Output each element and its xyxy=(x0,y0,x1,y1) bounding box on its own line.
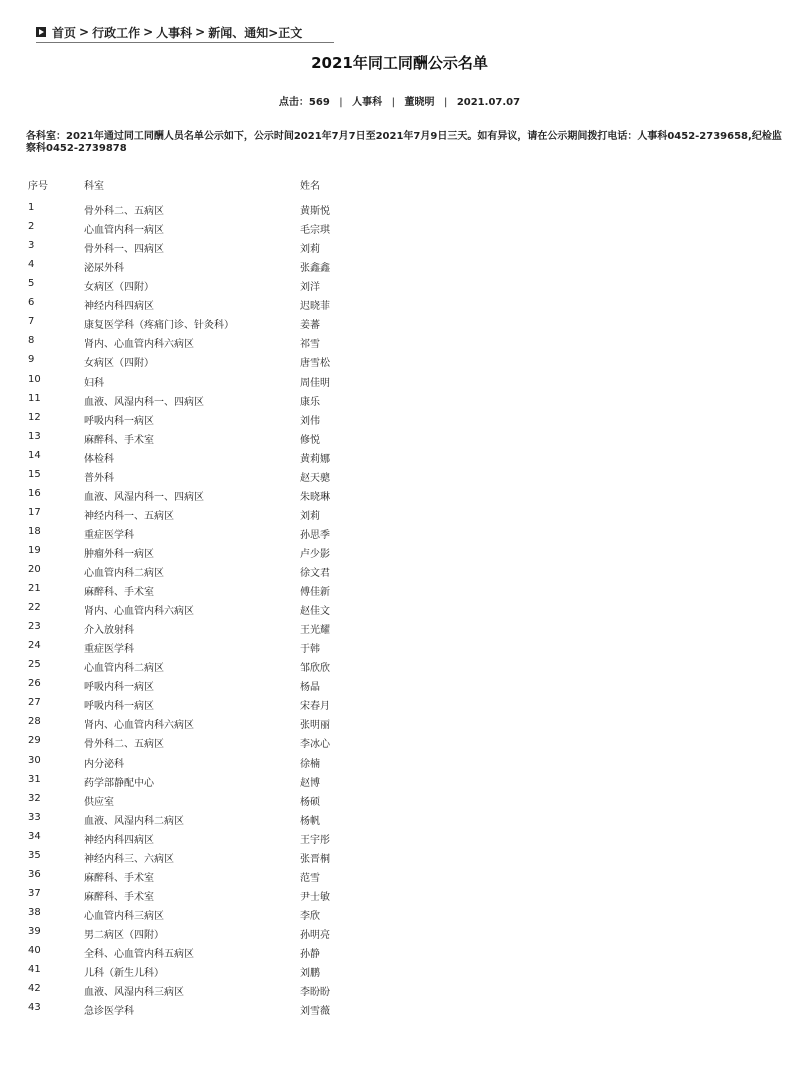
row-index: 40 xyxy=(28,945,41,956)
row-index: 30 xyxy=(28,754,41,766)
row-department: 药学部静配中心 xyxy=(84,777,154,789)
row-department: 骨外科一、四病区 xyxy=(84,244,164,256)
row-name: 刘莉 xyxy=(300,244,320,256)
table-row xyxy=(28,907,368,926)
row-name: 杨硕 xyxy=(300,796,320,808)
row-index: 15 xyxy=(28,468,41,480)
row-name: 毛宗琪 xyxy=(300,225,330,236)
row-index: 24 xyxy=(28,640,41,652)
row-index: 37 xyxy=(28,887,41,899)
row-index: 3 xyxy=(28,240,35,252)
row-department: 神经内科四病区 xyxy=(84,834,154,846)
meta-separator: | xyxy=(443,97,448,108)
row-index: 41 xyxy=(28,964,41,975)
row-name: 刘鹏 xyxy=(300,968,320,979)
row-index: 12 xyxy=(28,411,41,423)
table-row xyxy=(28,393,368,412)
row-department: 麻醉科、手术室 xyxy=(84,587,154,598)
table-row xyxy=(28,354,368,373)
play-icon xyxy=(36,27,46,37)
row-department: 康复医学科（疼痛门诊、针灸科） xyxy=(84,320,234,332)
breadcrumb-home-link[interactable]: 首页 xyxy=(52,25,77,40)
row-index: 22 xyxy=(28,602,41,614)
row-department: 内分泌科 xyxy=(84,758,124,770)
row-department: 呼吸内科一病区 xyxy=(84,415,154,427)
table-row xyxy=(28,812,368,831)
row-index: 29 xyxy=(28,735,41,747)
table-row xyxy=(28,755,368,774)
row-name: 孙静 xyxy=(300,949,320,960)
row-department: 供应室 xyxy=(84,796,114,808)
row-name: 刘洋 xyxy=(300,282,320,294)
row-name: 李欣 xyxy=(300,910,320,922)
row-department: 女病区（四附） xyxy=(84,358,154,370)
breadcrumb-news-link[interactable]: 新闻、通知>正文 xyxy=(208,25,303,40)
row-index: 14 xyxy=(28,449,41,461)
table-row xyxy=(28,202,368,221)
row-index: 18 xyxy=(28,525,41,537)
table-row xyxy=(28,678,368,697)
row-name: 范雪 xyxy=(300,872,320,884)
row-index: 19 xyxy=(28,544,41,556)
row-department: 女病区（四附） xyxy=(84,282,154,294)
breadcrumb xyxy=(36,22,334,43)
row-index: 7 xyxy=(28,316,35,328)
row-index: 35 xyxy=(28,849,41,861)
table-row xyxy=(28,526,368,545)
row-name: 康乐 xyxy=(300,396,320,408)
table-row xyxy=(28,316,368,335)
table-row xyxy=(28,945,368,964)
table-row xyxy=(28,926,368,945)
row-name: 刘莉 xyxy=(300,510,320,522)
row-name: 祁雪 xyxy=(300,339,320,351)
row-department: 妇科 xyxy=(84,377,104,389)
row-department: 神经内科四病区 xyxy=(84,301,154,313)
table-row xyxy=(28,831,368,850)
row-department: 血液、风湿内科一、四病区 xyxy=(84,396,204,408)
row-name: 刘雪薇 xyxy=(300,1006,330,1018)
table-row xyxy=(28,221,368,240)
row-department: 体检科 xyxy=(84,453,114,465)
row-index: 32 xyxy=(28,792,41,804)
row-index: 21 xyxy=(28,583,41,594)
notice-text: 各科室：2021年通过同工同酬人员名单公示如下，公示时间2021年7月7日至2021年7月9日三天。如有异议，请在公示期间拨打电话：人事科0452-2739658,纪检监察科0452-2739878 xyxy=(26,131,782,154)
table-row xyxy=(28,507,368,526)
breadcrumb-separator: > xyxy=(195,25,206,39)
row-index: 34 xyxy=(28,830,41,842)
row-index: 17 xyxy=(28,506,41,518)
table-row xyxy=(28,564,368,583)
row-name: 周佳明 xyxy=(300,377,330,389)
row-index: 1 xyxy=(28,202,35,213)
table-row xyxy=(28,278,368,297)
row-name: 赵佳文 xyxy=(300,606,330,618)
table-row xyxy=(28,374,368,393)
row-name: 孙思季 xyxy=(300,529,330,541)
table-row xyxy=(28,469,368,488)
row-department: 血液、风湿内科二病区 xyxy=(84,815,184,827)
breadcrumb-separator: > xyxy=(143,25,154,39)
table-row xyxy=(28,964,368,983)
meta-separator: | xyxy=(339,97,343,108)
row-name: 徐文君 xyxy=(300,567,330,579)
row-index: 42 xyxy=(28,983,41,995)
breadcrumb-separator: > xyxy=(79,25,90,39)
table-row xyxy=(28,888,368,907)
row-index: 27 xyxy=(28,697,41,709)
table-row xyxy=(28,545,368,564)
table-row xyxy=(28,869,368,888)
row-index: 31 xyxy=(28,773,41,785)
table-row xyxy=(28,1002,368,1021)
row-department: 心血管内科二病区 xyxy=(84,567,164,579)
row-name: 杨帆 xyxy=(300,815,320,827)
row-name: 张晋桐 xyxy=(300,853,330,865)
row-department: 全科、心血管内科五病区 xyxy=(84,949,194,960)
row-index: 4 xyxy=(28,259,35,271)
table-row xyxy=(28,621,368,640)
row-index: 5 xyxy=(28,278,35,290)
table-row xyxy=(28,431,368,450)
breadcrumb-hr-link[interactable]: 人事科 xyxy=(156,25,193,40)
row-department: 神经内科一、五病区 xyxy=(84,510,174,522)
row-name: 邹欣欣 xyxy=(300,663,330,675)
row-department: 泌尿外科 xyxy=(84,263,124,275)
row-department: 介入放射科 xyxy=(84,625,134,637)
row-department: 男二病区（四附） xyxy=(84,929,164,941)
publish-date: 2021.07.07 xyxy=(456,97,521,108)
row-name: 宋春月 xyxy=(300,701,330,713)
row-index: 20 xyxy=(28,563,41,575)
article-meta xyxy=(0,93,799,108)
row-department: 骨外科二、五病区 xyxy=(84,206,164,217)
row-name: 朱晓琳 xyxy=(300,491,330,503)
table-row xyxy=(28,640,368,659)
table-row xyxy=(28,983,368,1002)
row-name: 孙明亮 xyxy=(300,929,330,941)
row-name: 赵博 xyxy=(300,777,320,789)
row-name: 傅佳新 xyxy=(300,587,330,598)
row-department: 心血管内科三病区 xyxy=(84,910,164,922)
row-department: 麻醉科、手术室 xyxy=(84,891,154,903)
row-index: 10 xyxy=(28,373,41,385)
row-index: 9 xyxy=(28,354,35,366)
row-index: 16 xyxy=(28,487,41,499)
row-name: 王宇彤 xyxy=(300,834,330,846)
row-name: 李盼盼 xyxy=(300,987,330,999)
row-department: 重症医学科 xyxy=(84,529,134,541)
row-department: 重症医学科 xyxy=(84,644,134,656)
meta-separator: | xyxy=(391,97,395,108)
row-department: 儿科（新生儿科） xyxy=(84,968,164,979)
row-name: 赵天骢 xyxy=(300,472,330,484)
page-title: 2021年同工同酬公示名单 xyxy=(311,54,488,72)
row-department: 普外科 xyxy=(84,472,114,484)
row-index: 28 xyxy=(28,716,41,728)
table-row xyxy=(28,583,368,602)
row-index: 13 xyxy=(28,430,41,442)
row-department: 肾内、心血管内科六病区 xyxy=(84,720,194,732)
table-row xyxy=(28,659,368,678)
breadcrumb-admin-link[interactable]: 行政工作 xyxy=(92,25,141,40)
table-row xyxy=(28,716,368,735)
table-row xyxy=(28,240,368,259)
row-name: 徐楠 xyxy=(300,758,320,770)
row-index: 38 xyxy=(28,906,41,918)
table-row xyxy=(28,697,368,716)
table-row xyxy=(28,259,368,278)
table-row xyxy=(28,488,368,507)
row-index: 36 xyxy=(28,868,41,880)
row-department: 心血管内科二病区 xyxy=(84,663,164,675)
row-department: 血液、风湿内科一、四病区 xyxy=(84,491,204,503)
row-index: 8 xyxy=(28,335,35,347)
row-department: 肾内、心血管内科六病区 xyxy=(84,606,194,618)
row-department: 骨外科二、五病区 xyxy=(84,739,164,751)
row-index: 23 xyxy=(28,621,41,633)
row-name: 修悦 xyxy=(300,434,320,446)
row-index: 33 xyxy=(28,811,41,823)
row-department: 心血管内科一病区 xyxy=(84,225,164,236)
row-index: 11 xyxy=(28,392,41,404)
clicks-count: 569 xyxy=(308,97,330,108)
row-name: 刘伟 xyxy=(300,415,320,427)
row-name: 张明丽 xyxy=(300,720,330,732)
table-row xyxy=(28,412,368,431)
row-department: 急诊医学科 xyxy=(84,1006,134,1018)
row-department: 麻醉科、手术室 xyxy=(84,434,154,446)
table-row xyxy=(28,297,368,316)
row-department: 肿瘤外科一病区 xyxy=(84,548,154,560)
table-row xyxy=(28,850,368,869)
row-index: 6 xyxy=(28,297,35,309)
row-department: 神经内科三、六病区 xyxy=(84,853,174,865)
header-index: 序号 xyxy=(28,181,48,192)
header-name: 姓名 xyxy=(300,181,320,192)
row-name: 于韩 xyxy=(300,644,320,656)
row-name: 黄斯悦 xyxy=(300,206,330,217)
table-header xyxy=(28,177,368,196)
row-index: 39 xyxy=(28,925,41,937)
row-name: 唐雪松 xyxy=(300,358,330,370)
row-department: 肾内、心血管内科六病区 xyxy=(84,339,194,351)
department: 人事科 xyxy=(352,97,383,108)
row-name: 尹士敏 xyxy=(300,891,330,903)
row-index: 26 xyxy=(28,678,41,690)
row-name: 李冰心 xyxy=(300,739,330,751)
row-name: 杨晶 xyxy=(300,682,320,694)
row-department: 麻醉科、手术室 xyxy=(84,872,154,884)
row-name: 张鑫鑫 xyxy=(300,263,330,275)
row-department: 呼吸内科一病区 xyxy=(84,682,154,694)
row-name: 姜蕃 xyxy=(300,320,320,332)
row-name: 黄莉娜 xyxy=(300,453,330,465)
table-row xyxy=(28,450,368,469)
header-department: 科室 xyxy=(84,181,104,192)
clicks-label: 点击： xyxy=(278,97,309,108)
row-index: 25 xyxy=(28,659,41,671)
row-name: 王光耀 xyxy=(300,625,330,637)
row-name: 迟晓菲 xyxy=(300,301,330,313)
table-row xyxy=(28,774,368,793)
table-row xyxy=(28,793,368,812)
row-name: 卢少影 xyxy=(300,548,330,560)
table-row xyxy=(28,735,368,754)
row-index: 43 xyxy=(28,1002,41,1014)
row-index: 2 xyxy=(28,221,35,232)
author: 董晓明 xyxy=(404,97,435,108)
row-department: 呼吸内科一病区 xyxy=(84,701,154,713)
table-row xyxy=(28,335,368,354)
row-department: 血液、风湿内科三病区 xyxy=(84,987,184,999)
table-row xyxy=(28,602,368,621)
